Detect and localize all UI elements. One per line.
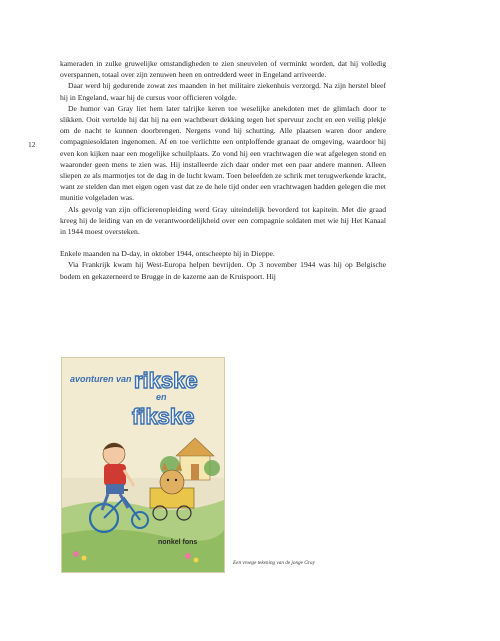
paragraph: Via Frankrijk kwam hij West-Europa helpen bevrijden. Op 3 november 1944 was hij op Belgische bodem en gekazerneerd te Brugge in de kazerne aan de Kruispoort. Hij (60, 260, 386, 281)
cover-author: nonkel fons (158, 539, 198, 546)
paragraph: Als gevolg van zijn officierenopleiding werd Gray uiteindelijk bevorderd tot kapitein. Met die graad kreeg hij de leiding van en de verantwoordelijkheid over een compagnie soldaten met wie hij Het Kanaal in 1944 moest oversteken. (60, 204, 386, 237)
cover-title-line2: fikske (132, 404, 195, 429)
image-caption: Een vroege tekening van de jonge Gray (233, 560, 315, 566)
cover-title-line1: rikske (134, 368, 198, 393)
cover-title-connector: en (156, 392, 167, 402)
paragraph: kameraden in zulke gruwelijke omstandigheden te zien sneuvelen of verminkt worden, dat hij volledig overspannen, totaal over zijn zenuwen heen en ontredderd weer in Engeland arriveerde. (60, 59, 386, 80)
paragraph: De humor van Gray liet hem later talrijke keren toe weselijke anekdoten met de glimlach door te slikken. Ooit vertelde hij dat hij na een wachtbeurt dekking tegen het spervuur zocht en een veilig plekje om de nacht te kunnen doorbrengen. Nergens vond hij schutting. Alle plaatsen waren door andere compagniesoldaten ingenomen. Af en toe verlichtte een ontploffende granaat de omgeving, waardoor hij even kon kijken naar een mogelijke schuilplaats. Zo vond hij een vrachtwagen die wat afgelegen stond en waaronder geen mens te zien was. Hij installeerde zich daar onder met een paar andere mannen. Alleen sliepen ze als marmotjes tot de dag in de lucht kwam. Toen beleefden ze schrik met terugwerkende kracht, want ze stelden dan met eigen ogen vast dat ze de hele tijd onder een vrachtwagen hadden gelegen die met munitie volgeladen was. (60, 103, 386, 203)
page-number: 12 (28, 140, 36, 149)
comic-cover-illustration (61, 357, 225, 573)
paragraph: Daar werd hij gedurende zowat zes maanden in het militaire ziekenhuis verzorgd. Na zijn herstel bleef hij in Engeland, waar hij de cursus voor officieren volgde. (60, 81, 386, 102)
paragraph: Enkele maanden na D-day, in oktober 1944, ontscheepte hij in Dieppe. (60, 249, 275, 259)
cover-title-prefix: avonturen van (70, 374, 132, 384)
text-column (60, 58, 386, 282)
